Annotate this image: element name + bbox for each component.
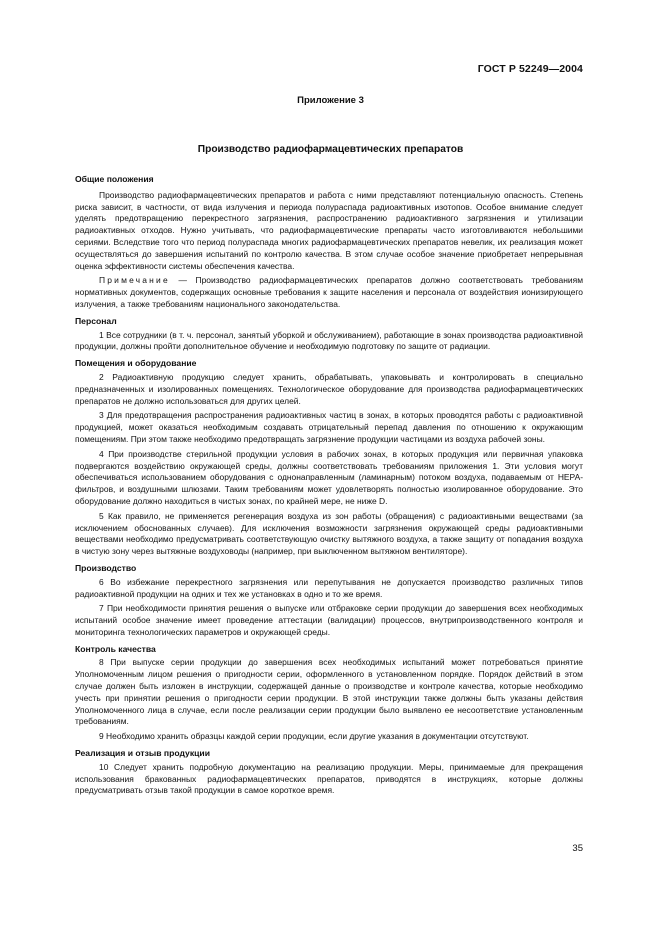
document-body <box>75 172 583 800</box>
note-text: — Производство радиофармацевтических препаратов должно соответствовать требованиям нормативных документов, содержащих основные требования к защите населения и персонала от воздействия ионизирующего излучения, а также требованиям национального законодательства. <box>75 275 583 309</box>
page-title: Производство радиофармацевтических препаратов <box>197 144 464 155</box>
section-heading-general: Общие положения <box>75 174 154 184</box>
section-heading-premises: Помещения и оборудование <box>75 358 197 369</box>
paragraph-10: 10 Следует хранить подробную документацию на реализацию продукции. Меры, принимаемые для прекращения использования бракованных радиофармацевтических препаратов, приводятся в инструкциях, которые должны предусматривать отзыв такой продукции в самое короткое время. <box>75 761 583 796</box>
paragraph-1: 1 Все сотрудники (в т. ч. персонал, занятый уборкой и обслуживанием), работающие в зонах производства радиоактивной продукции, должны пройти дополнительное обучение и необходимую подготовку по защите от радиации. <box>75 329 583 352</box>
appendix-label: Приложение 3 <box>297 95 364 106</box>
paragraph-4: 4 При производстве стерильной продукции условия в рабочих зонах, в которых продукция или первичная упаковка подвергаются воздействию окружающей среды, должны соответствовать требованиям приложения 1. Эти условия могут обеспечиваться использованием оборудования с однонаправленным (ламинарным) потоком воздуха, подаваемым от HEPA-фильтров, и воздушными шлюзами. Таким требованиям может удовлетворять полностью изолированное оборудование. Это оборудование должно находиться в чистых зонах, по крайней мере, не ниже D. <box>75 448 583 506</box>
paragraph-6: 6 Во избежание перекрестного загрязнения или перепутывания не допускается производство различных типов радиоактивной продукции на одних и тех же установках в одно и то же время. <box>75 576 583 599</box>
paragraph-3: 3 Для предотвращения распространения радиоактивных частиц в зонах, в которых проводятся работы с радиоактивной продукцией, может оказаться необходимым создавать отрицательный перепад давления по отношению к окружающим помещениям. При этом также необходимо предотвращать загрязнение продукции частицами из воздуха рабочей зоны. <box>75 410 583 444</box>
note-paragraph <box>75 275 583 310</box>
note-label: Примечание <box>99 275 170 286</box>
section-heading-personnel: Персонал <box>75 315 117 326</box>
section-heading-distribution: Реализация и отзыв продукции <box>75 748 210 759</box>
section-heading-production: Производство <box>75 562 137 573</box>
paragraph-2: 2 Радиоактивную продукцию следует хранить, обрабатывать, упаковывать и контролировать в специально предназначенных и изолированных помещениях. Технологическое оборудование для производства радиофармацевтических препаратов не должно использоваться для других целей. <box>75 371 583 406</box>
paragraph-5: 5 Как правило, не применяется регенерация воздуха из зон работы (обращения) с радиоактивными веществами (за исключением обоснованных случаев). Для исключения возможности загрязнения окружающей среды радиоактивными веществами необходимо предусматривать соответствующую очистку вытяжного воздуха, а также защиту от попадания воздуха в чистую зону через вытяжные воздуховоды (например, при выключенном вытяжном вентиляторе). <box>75 510 583 557</box>
page-number: 35 <box>572 843 583 854</box>
section-heading-quality: Контроль качества <box>75 643 156 654</box>
standard-number: ГОСТ Р 52249—2004 <box>477 63 583 75</box>
paragraph-9: 9 Необходимо хранить образцы каждой серии продукции, если другие указания в документации отсутствуют. <box>99 731 529 742</box>
paragraph-8: 8 При выпуске серии продукции до завершения всех необходимых испытаний может потребоваться принятие Уполномоченным лицом решения о пригодности серии, оформленного в установленном порядке. Порядок действий в этом случае должен быть изложен в инструкции, содержащей данные о производстве и контроле качества, которые необходимо учесть при принятии решения о пригодности серии продукции. В этой инструкции также должны быть указаны действия Уполномоченного лица в случае, если после реализации серии продукции было выявлено ее несоответствие установленным требованиям. <box>75 657 583 727</box>
paragraph-7: 7 При необходимости принятия решения о выпуске или отбраковке серии продукции до завершения всех необходимых испытаний особое значение имеет проведение аттестации (валидации) процессов, внутрипроизводственного контроля и мониторинга технологических параметров и окружающей среды. <box>75 603 583 637</box>
paragraph-general: Производство радиофармацевтических препаратов и работа с ними представляют потенциальную опасность. Степень риска зависит, в частности, от вида излучения и периода полураспада радиоактивных изотопов. Особое внимание следует уделять предотвращению перекрестного загрязнения, распространению радиоактивного загрязнения и утилизации радиоактивных отходов. Нужно учитывать, что радиофармацевтические препараты часто изготовливаются небольшими сериями. Вследствие того что период полураспада многих радиофармацевтических препаратов невелик, их реализация может осуществляться до завершения испытаний по контролю качества. В этом случае особое значение приобретает непрерывная оценка эффективности системы обеспечения качества. <box>75 189 583 271</box>
